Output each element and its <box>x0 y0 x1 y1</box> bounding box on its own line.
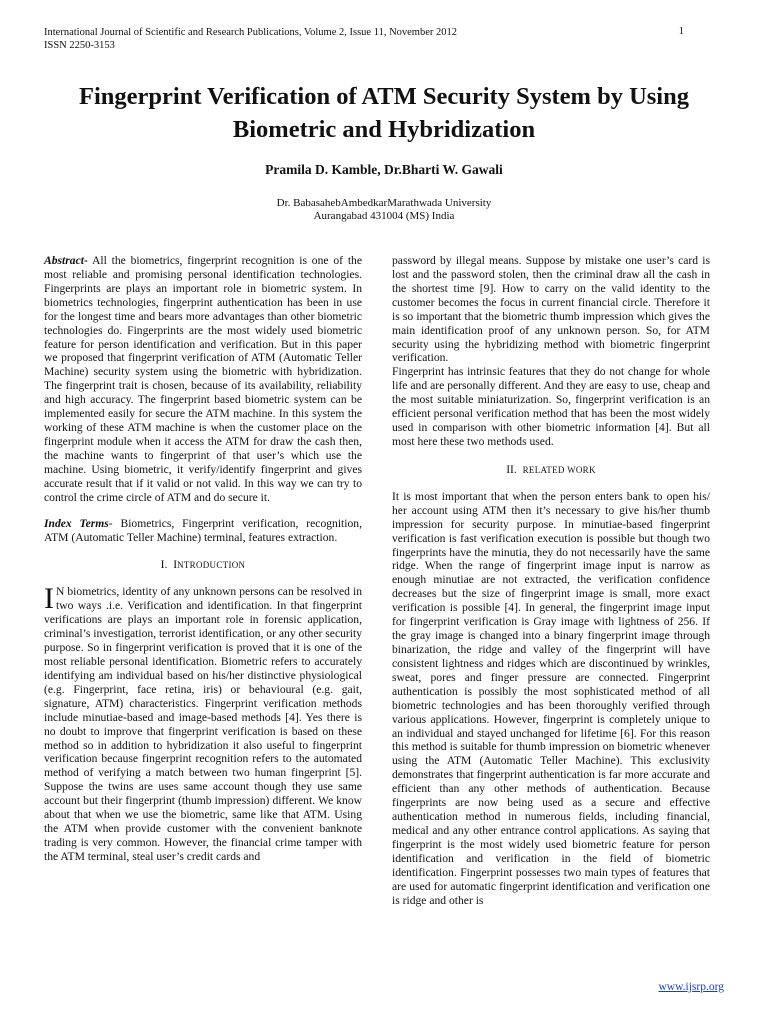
drop-cap: I <box>44 582 54 616</box>
section-title: NTRODUCTION <box>177 560 246 571</box>
page-number: 1 <box>678 26 684 37</box>
introduction-text: N biometrics, identity of any unknown persons can be resolved in two ways .i.e. Verification and identification. In that fingerprint verifications are plays an important role in forensic application, criminal’s investigation, terrorist identification, or any other security purpose. So in fingerprint verification is proved that it is one of the most reliable personal identification. Biometric refers to accurately identifying am individual based on his/her distinctive physiological (e.g. Fingerprint, face retina, iris) or behavioural (e.g. gait, signature, ATM) characteristics. Fingerprint verification methods include minutiae-based and image-based methods [4]. Yes there is no doubt to improve that fingerprint verification is based on these method so in addition to hybridization it also useful to fingerprint verification because fingerprint recognition refers to the automated method of verifying a match between two human fingerprint [5]. Suppose the twins are uses same account though they use same account but their fingerprint (thumb impression) different. We know about that when we use the biometric, same like that ATM. Using the ATM when provide customer with the convenient banknote trading is very common. However, the financial crime tamper with the ATM terminal, steal user’s credit cards and <box>44 585 362 863</box>
section-initial: I <box>173 558 178 572</box>
abstract-label: Abstract- <box>44 254 88 267</box>
index-terms <box>44 517 362 545</box>
abstract <box>44 254 362 505</box>
journal-citation: International Journal of Scientific and Research Publications, Volume 2, Issue 11, November 2012 <box>44 27 458 38</box>
issn: ISSN 2250-3153 <box>44 40 115 51</box>
section-number: II. <box>506 462 517 476</box>
left-column <box>44 254 362 864</box>
right-column <box>392 254 710 907</box>
journal-url-link[interactable]: www.ijsrp.org <box>658 981 724 993</box>
paper-title: Fingerprint Verification of ATM Security System by Using Biometric and Hybridization <box>79 83 689 143</box>
section-number: I. <box>160 558 168 572</box>
paragraph: It is most important that when the person enters bank to open his/ her account using ATM then it’s necessary to give his/her thumb impression for security purpose. In minutiae-based fingerprint verification is fast verification execution is possible but though two fingerprints have the minutia, they do not necessarily have the same ridge. When the range of fingerprint image input is narrow as enough minutiae are not extracted, the verification confidence decreases but the size of fingerprint image is small, more exact verification is possible [4]. In general, the fingerprint image input for fingerprint verification is Gray image with lightness of 256. If the gray image is changed into a binary fingerprint image through binarization, the ridge and valley of the fingerprint will have consistent lightness and ridges which are discontinued by wrinkles, sweat, pores and finger pressure are connected. Fingerprint authentication is possibly the most sophisticated method of all biometric technologies and has been thoroughly verified through various applications. However, fingerprint is completely unique to an individual and stayed unchanged for lifetime [6]. For this reason this method is suitable for thumb impression on biometric whenever using the ATM (Automatic Teller Machine). This exclusivity demonstrates that fingerprint authentication is far more accurate and efficient than any other methods of authentication. Because fingerprints are now being used as a secure and effective authentication method in numerous fields, including financial, medical and any other entrance control applications. As saying that fingerprint is the most widely used biometric feature for person identification and verification in the field of biometric identification. Fingerprint possesses two main types of features that are used for automatic fingerprint identification and verification one is ridge and other is <box>392 489 710 907</box>
authors: Pramila D. Kamble, Dr.Bharti W. Gawali <box>265 162 503 177</box>
abstract-text: All the biometrics, fingerprint recognition is one of the most reliable and promising personal identification technologies. Fingerprints are plays an important role in biometric system. In biometrics technologies, fingerprint authentication has been in use for the longest time and bears more advantages than other biometric technologies do. Fingerprints are the most widely used biometric feature for person identification and verification. But in this paper we proposed that fingerprint verification of ATM (Automatic Teller Machine) security system using the biometric with hybridization. The fingerprint trait is chosen, because of its availability, reliability and high accuracy. The fingerprint based biometric system can be implemented easily for secure the ATM machine. In this system the working of these ATM machine is when the customer place on the fingerprint module when it access the ATM for draw the cash then, the machine wants to fingerprint of that user’s which use the machine. Using biometric, it verify/identify fingerprint and gives accurate result that if it valid or not valid. In this way we can try to control the crime circle of ATM and do secure it. <box>44 254 362 504</box>
index-terms-label: Index Terms <box>44 516 109 530</box>
journal-header <box>44 26 457 52</box>
paragraph: password by illegal means. Suppose by mistake one user’s card is lost and the password stolen, then the criminal draw all the cash in the shortest time [9]. How to carry on the valid identity to the customer becomes the focus in current financial circle. Therefore it is so important that the biometric thumb impression which gives the main identification proof of any unknown person. So, for ATM security using the hybridizing method with biometric fingerprint verification. <box>392 254 710 365</box>
affiliation-line-2: Aurangabad 431004 (MS) India <box>313 210 455 222</box>
section-title: RELATED WORK <box>522 464 596 475</box>
section-heading-introduction <box>44 558 362 573</box>
section-heading-related-work <box>392 463 710 478</box>
index-terms-text: - Biometrics, Fingerprint verification, recognition, ATM (Automatic Teller Machine) terminal, features extraction. <box>44 516 362 544</box>
introduction-paragraph <box>44 582 362 863</box>
affiliation-line-1: Dr. BabasahebAmbedkarMarathwada University <box>276 197 492 209</box>
paragraph: Fingerprint has intrinsic features that they do not change for whole life and are personally different. And they are easy to use, cheap and the most suitable miniaturization. So, fingerprint verification is an efficient personal verification method that has been the most widely used in comparison with other biometric information [4]. But all most here these two methods used. <box>392 365 710 448</box>
affiliation <box>0 197 768 223</box>
